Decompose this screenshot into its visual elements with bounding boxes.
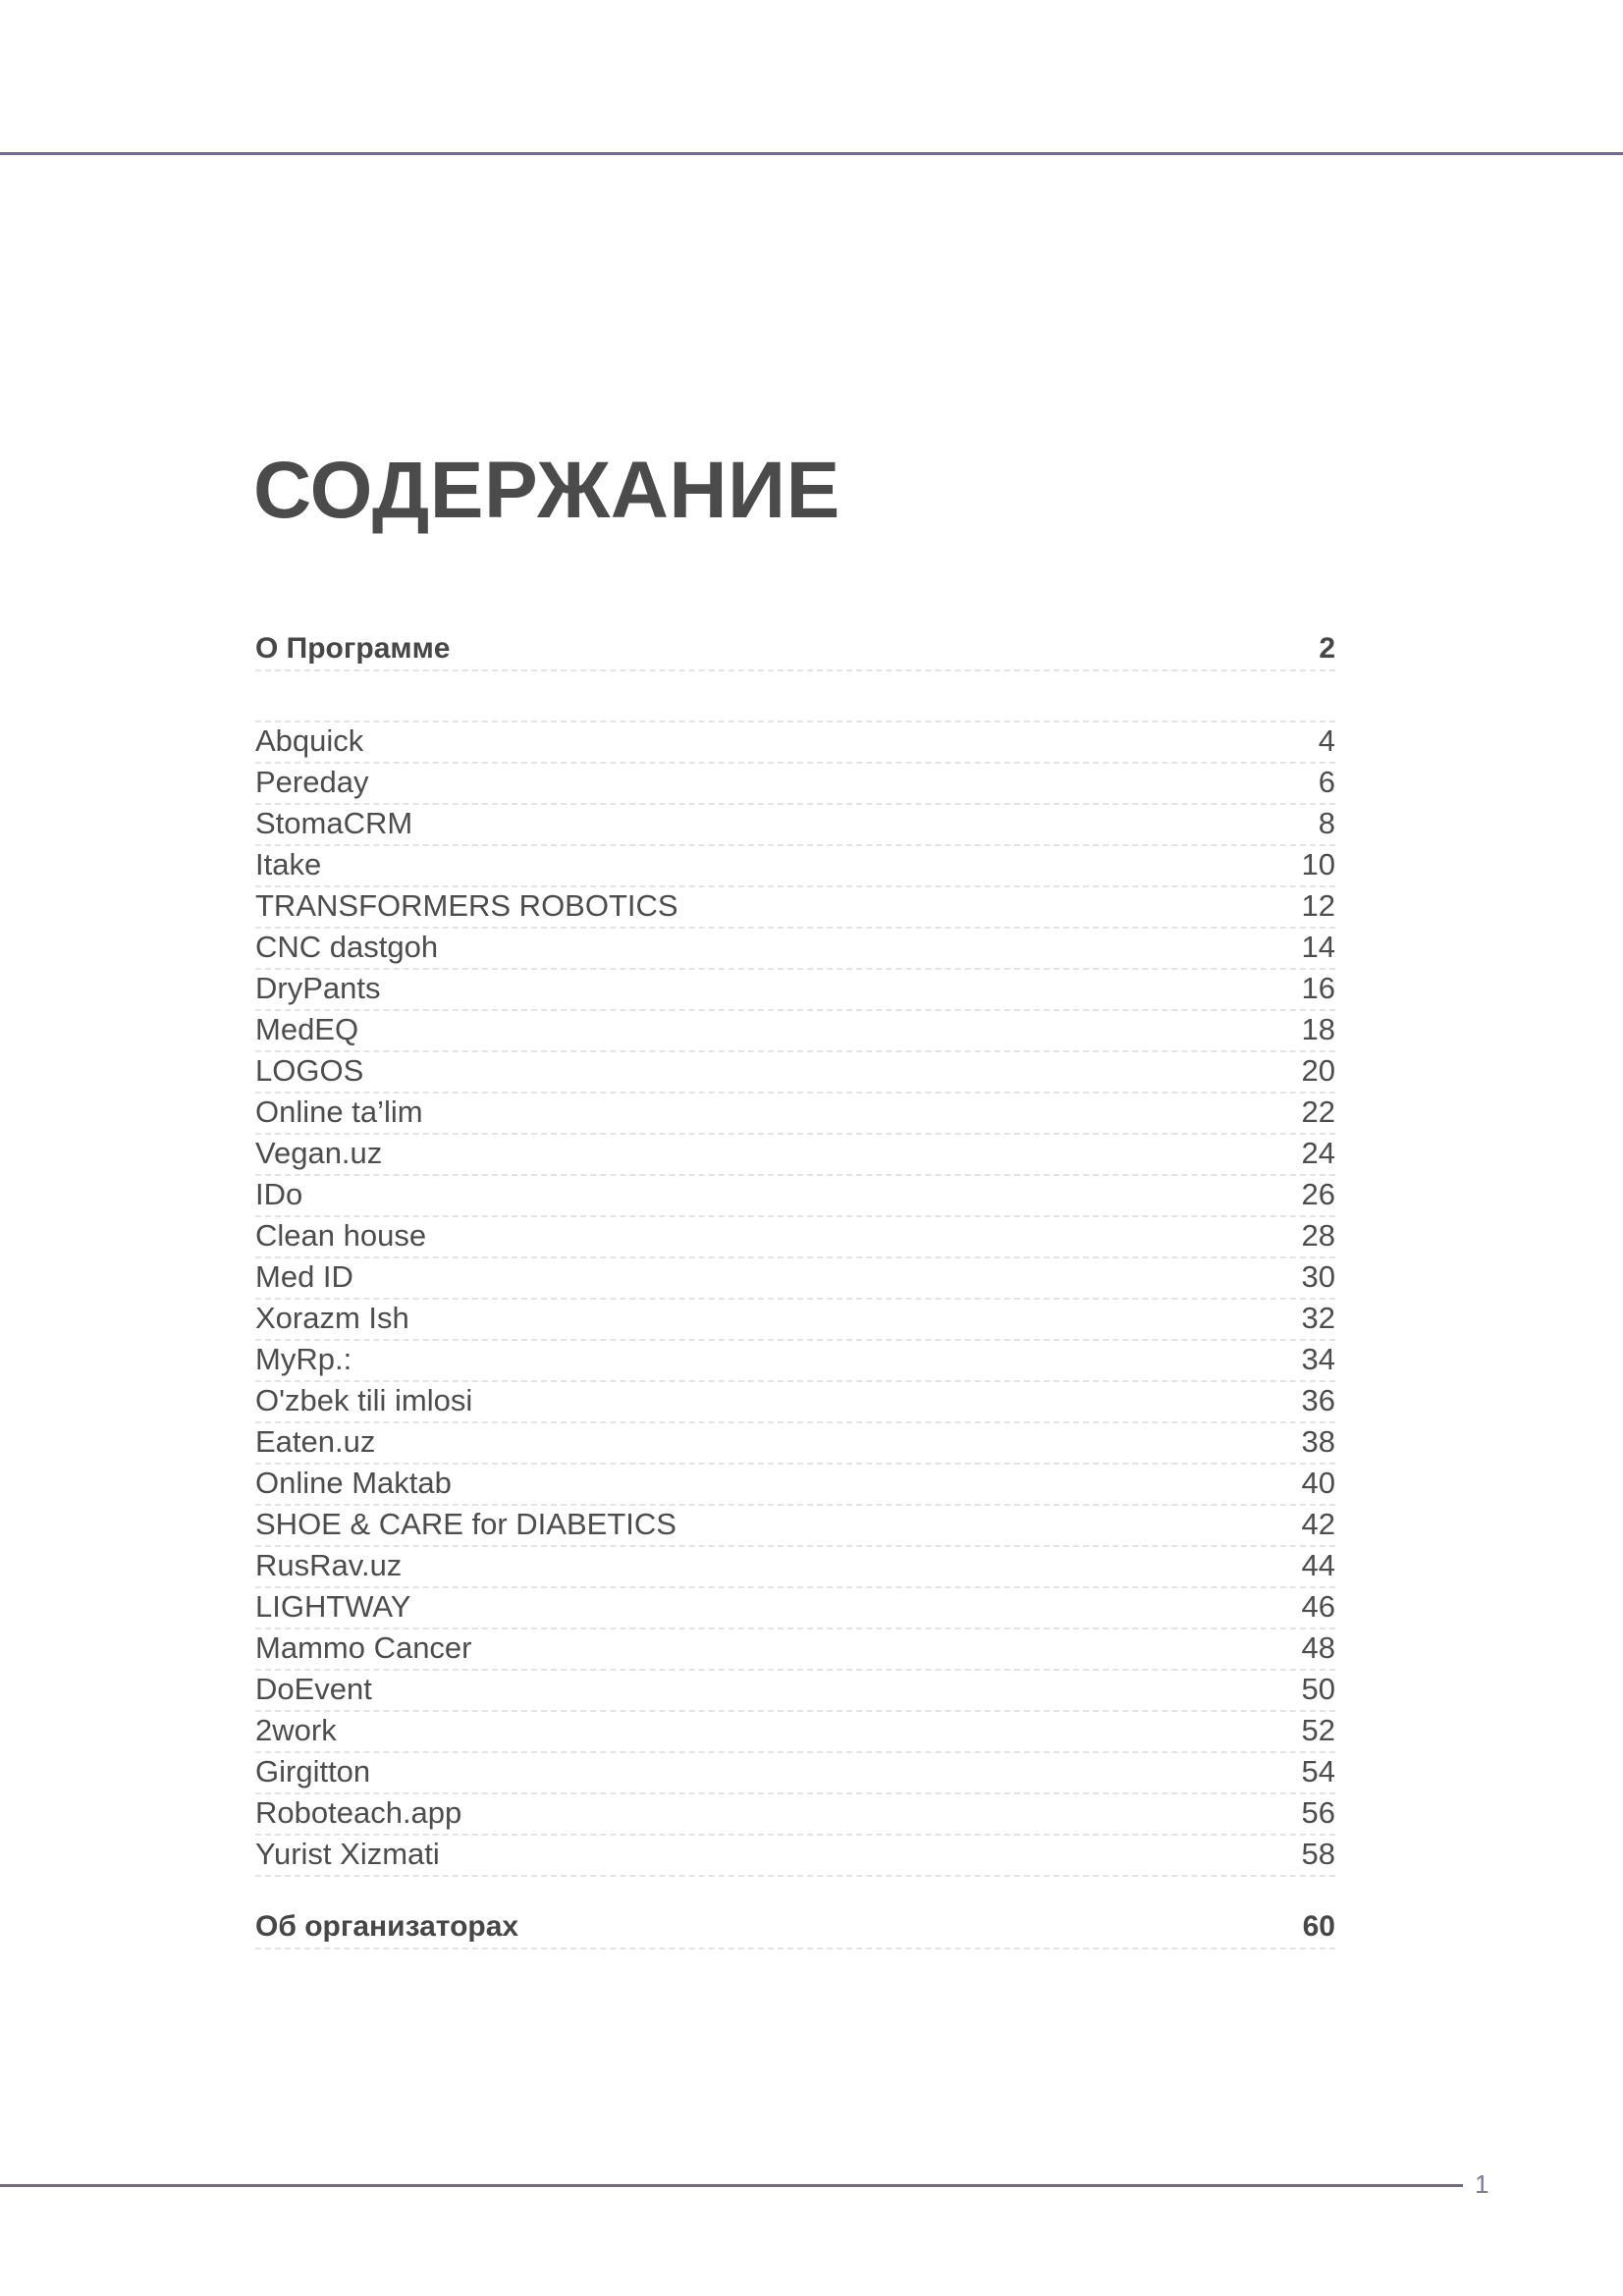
toc-entry-page: 52	[1301, 1713, 1335, 1747]
toc-entry-page: 14	[1301, 930, 1335, 964]
toc-entry[interactable]	[255, 1094, 1335, 1135]
table-of-contents	[255, 618, 1335, 1949]
toc-entry-page: 24	[1301, 1136, 1335, 1170]
toc-entry[interactable]	[255, 970, 1335, 1011]
toc-entry-page: 40	[1301, 1466, 1335, 1500]
toc-entry-title: LIGHTWAY	[255, 1589, 411, 1624]
toc-entry-page: 46	[1301, 1589, 1335, 1624]
toc-entry[interactable]	[255, 1547, 1335, 1588]
page-title: СОДЕРЖАНИЕ	[253, 446, 840, 535]
toc-entry-title: DryPants	[255, 971, 381, 1005]
toc-entry-title: Online Maktab	[255, 1466, 452, 1500]
toc-entry-page: 16	[1301, 971, 1335, 1005]
toc-entry-title: Eaten.uz	[255, 1424, 376, 1459]
toc-entry-page: 38	[1301, 1424, 1335, 1459]
toc-entry-title: RusRav.uz	[255, 1548, 403, 1582]
toc-entry[interactable]	[255, 1794, 1335, 1836]
toc-entry[interactable]	[255, 846, 1335, 887]
toc-entry-page: 58	[1301, 1837, 1335, 1871]
toc-entry-title: Roboteach.app	[255, 1795, 462, 1830]
toc-entry-title: MedEQ	[255, 1012, 359, 1046]
toc-entry-title: IDo	[255, 1177, 303, 1211]
toc-entry-page: 28	[1301, 1218, 1335, 1253]
toc-entry-page: 36	[1301, 1383, 1335, 1417]
toc-entry-title: CNC dastgoh	[255, 930, 439, 964]
toc-entry-title: Pereday	[255, 765, 369, 799]
toc-entry-title: DoEvent	[255, 1672, 372, 1706]
toc-entry-page: 32	[1301, 1301, 1335, 1335]
toc-entry[interactable]	[255, 929, 1335, 970]
toc-entry[interactable]	[255, 1341, 1335, 1382]
toc-entry[interactable]	[255, 1588, 1335, 1629]
toc-divider	[255, 671, 1335, 722]
toc-entry-title: 2work	[255, 1713, 337, 1747]
toc-entry[interactable]	[255, 722, 1335, 764]
toc-entry[interactable]	[255, 1217, 1335, 1258]
toc-entry[interactable]	[255, 887, 1335, 929]
toc-entry-title: LOGOS	[255, 1053, 364, 1088]
toc-entry[interactable]	[255, 1258, 1335, 1300]
toc-entry-page: 6	[1318, 765, 1335, 799]
toc-entry-page: 30	[1301, 1259, 1335, 1294]
toc-entry-page: 20	[1301, 1053, 1335, 1088]
toc-entry-title: Med ID	[255, 1259, 353, 1294]
toc-entry[interactable]	[255, 1135, 1335, 1176]
toc-entry-page: 8	[1318, 806, 1335, 840]
toc-entry[interactable]	[255, 1836, 1335, 1877]
toc-entry-title: SHOE & CARE for DIABETICS	[255, 1507, 676, 1541]
toc-entry[interactable]	[255, 1011, 1335, 1052]
toc-entry-page: 4	[1318, 723, 1335, 758]
toc-entry-title: Mammo Cancer	[255, 1630, 472, 1665]
toc-entry-title: O'zbek tili imlosi	[255, 1383, 473, 1417]
toc-entry-page: 48	[1301, 1630, 1335, 1665]
top-rule	[0, 152, 1623, 155]
toc-entry[interactable]	[255, 1300, 1335, 1341]
toc-entry-page: 54	[1301, 1754, 1335, 1789]
toc-entry-page: 18	[1301, 1012, 1335, 1046]
toc-entry-page: 34	[1301, 1342, 1335, 1376]
toc-entry-page: 56	[1301, 1795, 1335, 1830]
toc-entry-intro[interactable]	[255, 618, 1335, 671]
bottom-rule	[0, 2184, 1463, 2187]
toc-spacer	[255, 1877, 1335, 1896]
toc-entry[interactable]	[255, 764, 1335, 805]
toc-entry-title: Об организаторах	[255, 1910, 519, 1943]
toc-entry-title: Xorazm Ish	[255, 1301, 409, 1335]
toc-entry-title: StomaCRM	[255, 806, 413, 840]
toc-entry-title: MyRp.:	[255, 1342, 352, 1376]
toc-entry-title: Girgitton	[255, 1754, 371, 1789]
page-number: 1	[1475, 2169, 1489, 2199]
toc-entry-page: 42	[1301, 1507, 1335, 1541]
toc-entry-page: 60	[1302, 1910, 1335, 1943]
toc-entry[interactable]	[255, 1176, 1335, 1217]
toc-entry-title: TRANSFORMERS ROBOTICS	[255, 888, 678, 923]
toc-entry-outro[interactable]	[255, 1896, 1335, 1949]
toc-entry-page: 26	[1301, 1177, 1335, 1211]
toc-entry-page: 2	[1319, 632, 1335, 665]
toc-entry[interactable]	[255, 1052, 1335, 1094]
toc-entry[interactable]	[255, 1465, 1335, 1506]
toc-entry[interactable]	[255, 1753, 1335, 1794]
toc-entry[interactable]	[255, 1671, 1335, 1712]
toc-entry[interactable]	[255, 1712, 1335, 1753]
toc-entry[interactable]	[255, 1382, 1335, 1423]
toc-entry-page: 22	[1301, 1095, 1335, 1129]
toc-entry-title: О Программе	[255, 632, 451, 665]
toc-entry[interactable]	[255, 1506, 1335, 1547]
toc-entry-page: 50	[1301, 1672, 1335, 1706]
toc-entry-page: 12	[1301, 888, 1335, 923]
toc-entry-title: Abquick	[255, 723, 364, 758]
toc-entry-page: 10	[1301, 847, 1335, 881]
toc-entry-page: 44	[1301, 1548, 1335, 1582]
toc-entry-list	[255, 722, 1335, 1877]
toc-entry-title: Vegan.uz	[255, 1136, 383, 1170]
toc-entry-title: Clean house	[255, 1218, 427, 1253]
toc-entry[interactable]	[255, 1423, 1335, 1465]
toc-entry[interactable]	[255, 805, 1335, 846]
toc-entry-title: Itake	[255, 847, 322, 881]
toc-entry-title: Yurist Xizmati	[255, 1837, 440, 1871]
toc-entry-title: Online ta’lim	[255, 1095, 423, 1129]
toc-entry[interactable]	[255, 1629, 1335, 1671]
